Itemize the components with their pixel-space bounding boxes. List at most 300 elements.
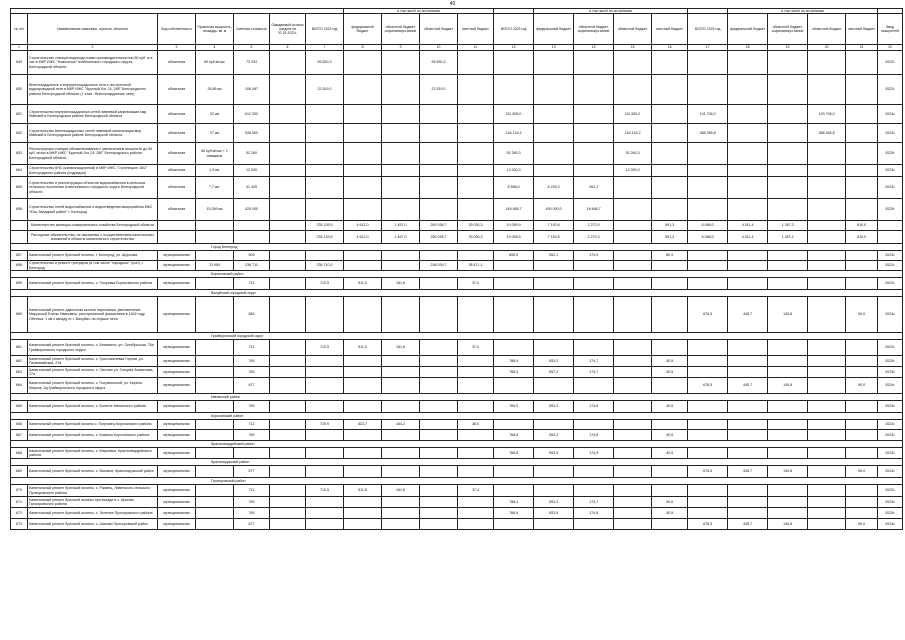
table-cell: 90,0 — [846, 466, 878, 478]
column-index: 3 — [158, 45, 196, 51]
page-number: 40 — [449, 1, 456, 7]
table-cell — [574, 297, 614, 333]
table-cell — [234, 448, 270, 459]
table-cell: 768,9 — [494, 508, 534, 519]
table-cell — [534, 519, 574, 530]
table-cell — [768, 420, 808, 430]
table-cell: 50 куб.м/час + 1 скважина — [196, 143, 234, 165]
table-cell: 174,8 — [574, 508, 614, 519]
table-cell — [196, 251, 234, 261]
table-cell: 553,5 — [534, 508, 574, 519]
table-cell — [614, 519, 652, 530]
table-cell — [614, 297, 652, 333]
table-cell — [458, 508, 494, 519]
table-cell — [344, 261, 382, 271]
object-name-cell: Строительство сетей водоснабжения и водоотведения микрорайона МКС "Юго-Западный район" г. Белгород — [28, 199, 158, 221]
object-name-cell: Капитальный ремонт братской могилы, с. Богатое Ивнянского района — [28, 401, 158, 413]
column-index: 1 — [11, 45, 28, 51]
table-cell — [652, 177, 688, 199]
column-index: 19 — [768, 45, 808, 51]
table-cell — [614, 378, 652, 394]
table-cell — [344, 199, 382, 221]
table-cell: 710,5 — [306, 485, 344, 497]
table-cell — [614, 356, 652, 367]
table-cell — [196, 497, 234, 508]
table-cell — [420, 378, 458, 394]
table-cell — [808, 508, 846, 519]
table-cell — [494, 378, 534, 394]
table-row — [11, 251, 903, 261]
table-cell — [344, 177, 382, 199]
ownership-cell: муниципальная — [158, 278, 196, 290]
ownership-cell: муниципальная — [158, 420, 196, 430]
column-header: Вид собственности — [158, 14, 196, 45]
table-cell — [270, 367, 306, 378]
table-cell: 40,5 — [652, 401, 688, 413]
table-cell: 174,9 — [574, 448, 614, 459]
table-cell — [768, 356, 808, 367]
table-cell — [768, 199, 808, 221]
table-row — [11, 165, 903, 177]
table-cell — [344, 378, 382, 394]
table-cell — [728, 278, 768, 290]
commissioning-year-cell: 2022г. — [878, 261, 903, 271]
table-cell — [420, 105, 458, 124]
table-cell — [306, 177, 344, 199]
table-row — [11, 485, 903, 497]
table-cell — [196, 519, 234, 530]
table-cell — [652, 297, 688, 333]
table-cell — [382, 356, 420, 367]
table-cell — [270, 466, 306, 478]
table-cell — [458, 378, 494, 394]
section-heading-row — [11, 244, 903, 251]
table-cell — [846, 497, 878, 508]
table-cell: 40,5 — [652, 430, 688, 441]
table-cell — [688, 251, 728, 261]
table-cell: 52 260 — [234, 143, 270, 165]
table-cell — [270, 497, 306, 508]
table-cell — [270, 356, 306, 367]
table-cell — [270, 448, 306, 459]
table-cell — [728, 485, 768, 497]
table-cell — [458, 466, 494, 478]
table-cell: 677 — [234, 466, 270, 478]
table-cell: 40,6 — [652, 497, 688, 508]
table-cell — [458, 105, 494, 124]
ownership-cell: областная — [158, 143, 196, 165]
table-cell: 445,7 — [728, 297, 768, 333]
table-cell: 711 — [234, 485, 270, 497]
commissioning-year-cell: 2023г. — [878, 177, 903, 199]
commissioning-year-cell: 2023г. — [878, 251, 903, 261]
table-cell: 445,7 — [728, 519, 768, 530]
table-cell — [688, 356, 728, 367]
ownership-cell: областная — [158, 75, 196, 105]
table-cell: 1 267,2 — [768, 221, 808, 231]
column-header: ВСЕГО 2023 год — [494, 14, 534, 45]
table-cell — [652, 278, 688, 290]
table-cell — [534, 466, 574, 478]
table-cell — [728, 199, 768, 221]
group-header-2024: в том числе по источникам — [728, 9, 878, 14]
column-header-row — [11, 14, 903, 45]
table-cell: 174,9 — [574, 251, 614, 261]
table-cell — [808, 448, 846, 459]
table-row — [11, 401, 903, 413]
object-name-cell: Капитальный ремонт братской могилы, с. Казанка Корочанского района — [28, 430, 158, 441]
table-cell — [196, 485, 234, 497]
row-number-cell: 649 — [11, 51, 28, 75]
table-cell — [688, 261, 728, 271]
table-cell — [808, 356, 846, 367]
table-cell — [270, 51, 306, 75]
table-cell: 29 030,3 — [458, 231, 494, 244]
table-cell — [196, 401, 234, 413]
commissioning-year-cell: 2023г. — [878, 401, 903, 413]
table-cell — [494, 466, 534, 478]
table-cell — [688, 401, 728, 413]
table-cell — [768, 278, 808, 290]
ownership-cell: областная — [158, 51, 196, 75]
commissioning-year-cell: 2024г. — [878, 124, 903, 143]
section-heading-row — [11, 478, 903, 485]
table-cell — [306, 251, 344, 261]
row-number-cell: 673 — [11, 519, 28, 530]
table-cell — [420, 420, 458, 430]
row-number-cell: 658 — [11, 261, 28, 271]
table-cell — [614, 420, 652, 430]
table-cell — [458, 497, 494, 508]
table-cell — [728, 497, 768, 508]
table-cell — [688, 75, 728, 105]
table-cell — [270, 165, 306, 177]
table-cell — [534, 75, 574, 105]
table-cell: 236 710,0 — [306, 261, 344, 271]
table-row — [11, 340, 903, 356]
table-cell: 100 706,0 — [808, 105, 846, 124]
table-cell — [458, 251, 494, 261]
table-cell: 52 260,3 — [614, 143, 652, 165]
ownership-cell: областная — [158, 199, 196, 221]
table-row — [11, 367, 903, 378]
table-cell: 810,0 — [846, 221, 878, 231]
table-cell — [688, 177, 728, 199]
object-name-cell: Капитальный ремонт братской могилы, с. Гапхово ул. Гонцова Асманчика, 27а — [28, 367, 158, 378]
column-header: Сметная стоимость — [234, 14, 270, 45]
table-cell: 80,9 — [652, 251, 688, 261]
table-cell — [728, 51, 768, 75]
table-cell: 557,2 — [534, 367, 574, 378]
column-header: областной бюджет, софинансиро-вание — [574, 14, 614, 45]
table-cell — [614, 401, 652, 413]
section-heading-row — [11, 394, 903, 401]
table-cell — [494, 278, 534, 290]
table-cell — [382, 124, 420, 143]
table-cell: 1 457,0 — [382, 221, 420, 231]
commissioning-year-cell: 2022г. — [878, 278, 903, 290]
commissioning-year-cell: 2023г. — [878, 497, 903, 508]
table-cell — [382, 448, 420, 459]
table-cell: 400 000,0 — [534, 199, 574, 221]
table-row — [11, 278, 903, 290]
table-cell: 1,0 кв. — [196, 165, 234, 177]
section-heading: Ивнянский район — [11, 394, 903, 401]
column-index: 4 — [196, 45, 234, 51]
table-cell — [306, 199, 344, 221]
commissioning-year-cell — [878, 221, 903, 231]
table-cell — [306, 124, 344, 143]
table-cell — [574, 51, 614, 75]
ownership-cell: муниципальная — [158, 251, 196, 261]
table-cell — [382, 430, 420, 441]
column-index: 20 — [808, 45, 846, 51]
column-index: 15 — [614, 45, 652, 51]
column-header: Наименование заказчика, отрасли, объектов — [28, 14, 158, 45]
table-cell — [270, 177, 306, 199]
table-cell: 236 711 — [234, 261, 270, 271]
table-cell: 111 500,0 — [614, 105, 652, 124]
group-header-2022: в том числе по источникам — [344, 9, 494, 14]
table-cell: 523,7 — [344, 420, 382, 430]
row-number-cell: 655 — [11, 177, 28, 199]
table-cell — [846, 51, 878, 75]
table-cell — [382, 378, 420, 394]
table-cell — [846, 356, 878, 367]
table-cell — [808, 143, 846, 165]
table-cell: 677 — [234, 519, 270, 530]
table-cell — [270, 261, 306, 271]
table-cell: 553,5 — [534, 448, 574, 459]
table-cell — [196, 297, 234, 333]
section-heading: Город Белгород — [11, 244, 903, 251]
table-cell — [382, 143, 420, 165]
table-cell — [306, 401, 344, 413]
object-name-cell: Реконструкция станции обезжелезивания с увеличением мощности до 50 куб. м/час в МКР ИЖС "Круглый Лог 24, 28б" Белгородского района Белгородской области — [28, 143, 158, 165]
table-cell: 808,0 — [494, 251, 534, 261]
table-cell: 676,5 — [688, 519, 728, 530]
table-cell — [344, 448, 382, 459]
table-cell: 416 665,7 — [494, 199, 534, 221]
table-cell: 15,359 км — [196, 199, 234, 221]
table-cell — [196, 340, 234, 356]
table-cell — [344, 430, 382, 441]
section-heading-row — [11, 290, 903, 297]
table-cell: 768,8 — [494, 430, 534, 441]
table-cell: 164,2 — [382, 420, 420, 430]
table-cell — [728, 367, 768, 378]
table-cell: 712 — [234, 420, 270, 430]
table-cell: 2 272,0 — [574, 231, 614, 244]
table-cell: 788,4 — [494, 356, 534, 367]
table-cell — [270, 124, 306, 143]
object-name-cell: Капитальный ремонт братской могилы, с. Гроссовичевка Горлов, ул. Первомайская, 27а — [28, 356, 158, 367]
table-cell: 250 038,7 — [420, 221, 458, 231]
table-cell: 511,5 — [344, 340, 382, 356]
table-cell — [846, 340, 878, 356]
table-cell — [768, 508, 808, 519]
table-cell — [344, 497, 382, 508]
table-cell: 6 088,0 — [688, 231, 728, 244]
object-name-cell: Строительство КНС (канализационной) в МКР ИЖС "Стрелецкое 18/2" Белгородского района (подрядом) — [28, 165, 158, 177]
table-cell: 235 139,5 — [306, 221, 344, 231]
table-cell — [458, 177, 494, 199]
table-row — [11, 199, 903, 221]
table-cell — [344, 143, 382, 165]
table-cell: 511,5 — [344, 278, 382, 290]
table-cell — [382, 497, 420, 508]
table-cell — [688, 420, 728, 430]
table-cell — [688, 497, 728, 508]
table-cell — [808, 278, 846, 290]
table-cell — [808, 497, 846, 508]
ownership-cell: областная — [158, 124, 196, 143]
table-cell — [420, 497, 458, 508]
table-cell — [270, 508, 306, 519]
table-cell — [344, 75, 382, 105]
table-cell — [768, 177, 808, 199]
commissioning-year-cell: 2022г. — [878, 75, 903, 105]
object-name-cell: Капитальный ремонт братской могилы при въезде в с. Шахово Прохоровского района — [28, 497, 158, 508]
table-cell — [270, 105, 306, 124]
table-cell: 235 139,5 — [306, 231, 344, 244]
table-row — [11, 466, 903, 478]
ownership-cell: муниципальная — [158, 430, 196, 441]
column-index: 21 — [846, 45, 878, 51]
column-index: 9 — [382, 45, 420, 51]
table-cell — [344, 51, 382, 75]
table-cell — [420, 466, 458, 478]
ownership-cell — [158, 221, 196, 231]
object-name-cell: Капитальный ремонт братской могилы с. Погромец Корочанского района — [28, 420, 158, 430]
table-cell — [196, 378, 234, 394]
ownership-cell: муниципальная — [158, 297, 196, 333]
column-header: Ввод мощностей — [878, 14, 903, 45]
section-heading: Краснояружский район — [11, 459, 903, 466]
table-cell — [808, 199, 846, 221]
table-cell: 552,1 — [534, 251, 574, 261]
table-cell — [652, 105, 688, 124]
table-row — [11, 75, 903, 105]
object-name-cell: Строительство станции водоподготовки производительностью 80 куб. м в час в МКР ИЖС "Новоселье" Шебекинского городского округа, Белгородской области — [28, 51, 158, 75]
table-cell — [458, 367, 494, 378]
commissioning-year-cell: 2024г. — [878, 519, 903, 530]
table-row — [11, 143, 903, 165]
table-cell — [808, 367, 846, 378]
column-header: местный бюджет — [458, 14, 494, 45]
table-cell — [420, 199, 458, 221]
table-cell — [382, 105, 420, 124]
table-cell: 90,0 — [846, 378, 878, 394]
table-cell — [768, 165, 808, 177]
table-cell — [306, 143, 344, 165]
table-cell: 22 519,0 — [306, 75, 344, 105]
table-cell — [306, 378, 344, 394]
table-cell: 553,2 — [534, 430, 574, 441]
table-cell — [344, 367, 382, 378]
row-number-cell — [11, 231, 28, 244]
table-cell — [768, 143, 808, 165]
object-name-cell: Капитальный ремонт братской могилы, с. Покровка Борисовского района — [28, 278, 158, 290]
table-cell — [728, 75, 768, 105]
table-cell — [420, 448, 458, 459]
table-cell — [534, 297, 574, 333]
table-cell — [458, 297, 494, 333]
ownership-cell — [158, 231, 196, 244]
table-cell — [344, 251, 382, 261]
table-cell — [768, 105, 808, 124]
table-cell — [270, 143, 306, 165]
commissioning-year-cell: 2024г. — [878, 378, 903, 394]
table-cell — [574, 124, 614, 143]
table-cell: 1 267,2 — [768, 231, 808, 244]
column-index: 5 — [234, 45, 270, 51]
table-cell — [344, 105, 382, 124]
table-cell: 388 355,8 — [808, 124, 846, 143]
table-row — [11, 177, 903, 199]
table-cell — [846, 105, 878, 124]
table-cell — [574, 378, 614, 394]
column-header: областной бюджет — [420, 14, 458, 45]
table-cell: 59 830,3 — [420, 51, 458, 75]
table-row — [11, 448, 903, 459]
table-cell — [494, 297, 534, 333]
column-index: 12 — [494, 45, 534, 51]
table-cell: 553,2 — [534, 401, 574, 413]
column-index: 8 — [344, 45, 382, 51]
table-cell — [808, 75, 846, 105]
table-cell: 40,5 — [652, 448, 688, 459]
table-cell — [768, 485, 808, 497]
table-cell — [458, 75, 494, 105]
table-cell: 445,7 — [728, 378, 768, 394]
table-cell — [652, 485, 688, 497]
table-cell: 4 011,4 — [728, 231, 768, 244]
table-cell — [306, 356, 344, 367]
table-cell — [614, 251, 652, 261]
table-cell — [614, 278, 652, 290]
table-cell — [574, 278, 614, 290]
table-cell — [458, 51, 494, 75]
table-cell — [306, 165, 344, 177]
table-cell — [382, 519, 420, 530]
row-number-cell: 657 — [11, 251, 28, 261]
table-cell — [808, 231, 846, 244]
table-cell — [534, 485, 574, 497]
table-cell — [494, 420, 534, 430]
row-number-cell: 662 — [11, 356, 28, 367]
table-cell — [306, 105, 344, 124]
table-cell — [382, 199, 420, 221]
object-name-cell: Расходные обязательства, не связанные с осуществлением капитальных вложений в объекты капитального строительства — [28, 231, 158, 244]
table-cell: 174,7 — [574, 497, 614, 508]
table-cell: 101 706,0 — [688, 105, 728, 124]
table-cell: 59 830,3 — [306, 51, 344, 75]
object-name-cell: Строительство внеплощадочных сетей ливневой канализации мкр. Майский в Белгородском районе Белгородской области — [28, 124, 158, 143]
table-cell — [382, 297, 420, 333]
column-header: местный бюджет — [652, 14, 688, 45]
table-cell: 538 500 — [234, 124, 270, 143]
table-cell — [196, 508, 234, 519]
table-cell — [846, 251, 878, 261]
table-cell: 31 425 — [234, 177, 270, 199]
table-cell: 789 — [234, 356, 270, 367]
table-cell: 10 059,9 — [494, 231, 534, 244]
table-cell: 140,8 — [768, 466, 808, 478]
table-cell — [614, 75, 652, 105]
object-name-cell: Капитальный ремонт братской могилы, с. Марьевка, Красногвардейского района — [28, 448, 158, 459]
table-cell — [458, 519, 494, 530]
